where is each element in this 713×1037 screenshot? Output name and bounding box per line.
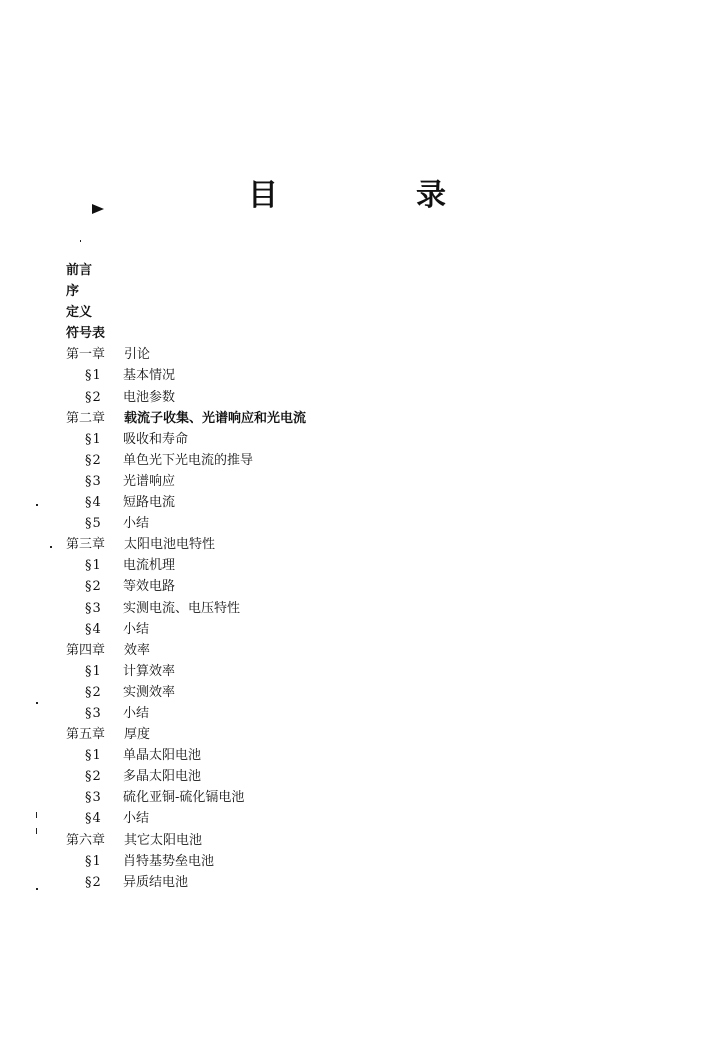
toc-chapter-1[interactable] [66,344,466,365]
toc-section[interactable] [66,661,466,682]
toc-section[interactable] [66,576,466,597]
toc-section[interactable] [66,555,466,576]
toc-chapter-2[interactable] [66,408,466,429]
toc-chapter-number: 第四章 [66,642,106,658]
toc-section-title: 吸收和寿命 [123,431,189,447]
toc-section[interactable] [66,619,466,640]
toc-section[interactable] [66,492,466,513]
toc-section-title: 小结 [123,811,150,827]
toc-front-symbols[interactable] [66,323,466,344]
toc-chapter-title: 厚度 [124,727,151,743]
toc-section-number: §5 [85,516,102,532]
table-of-contents [66,260,466,893]
toc-entry-label: 符号表 [66,326,106,342]
toc-section[interactable] [66,851,466,872]
toc-section-number: §3 [85,705,102,721]
toc-chapter-title: 太阳电池电特性 [124,537,216,553]
scan-speck [36,504,38,506]
toc-section-title: 电池参数 [123,389,176,405]
toc-section[interactable] [66,365,466,386]
toc-section-title: 小结 [123,621,150,637]
toc-section-title: 单晶太阳电池 [123,748,202,764]
toc-section-title: 实测电流、电压特性 [123,600,241,616]
toc-section[interactable] [66,471,466,492]
toc-section-number: §2 [85,769,102,785]
toc-chapter-number: 第二章 [66,410,106,426]
toc-section-number: §1 [85,558,102,574]
toc-section-title: 小结 [123,516,150,532]
scan-speck [80,240,81,242]
toc-chapter-title: 效率 [124,642,151,658]
page-title-left-char: 目 [248,178,278,213]
scan-speck [36,702,38,704]
toc-section[interactable] [66,513,466,534]
toc-section-title: 短路电流 [123,495,176,511]
toc-entry-label: 序 [66,284,80,300]
toc-section[interactable] [66,808,466,829]
toc-section-number: §4 [85,811,102,827]
toc-section[interactable] [66,766,466,787]
toc-section[interactable] [66,872,466,893]
toc-chapter-4[interactable] [66,640,466,661]
toc-chapter-6[interactable] [66,830,466,851]
toc-section-number: §3 [85,473,102,489]
toc-section-title: 小结 [123,705,150,721]
toc-section[interactable] [66,429,466,450]
scan-speck [36,888,38,890]
ink-blot-mark [92,204,104,214]
scan-speck [36,828,37,834]
toc-section-number: §2 [85,579,102,595]
toc-section-title: 单色光下光电流的推导 [123,452,254,468]
toc-section[interactable] [66,682,466,703]
page-title-right-char: 录 [416,178,446,213]
toc-section[interactable] [66,598,466,619]
toc-chapter-number: 第一章 [66,347,106,363]
toc-section[interactable] [66,787,466,808]
toc-front-definitions[interactable] [66,302,466,323]
toc-section[interactable] [66,450,466,471]
toc-section-number: §2 [85,684,102,700]
toc-chapter-number: 第五章 [66,727,106,743]
toc-section-number: §1 [85,748,102,764]
toc-section-number: §4 [85,621,102,637]
toc-chapter-title: 载流子收集、光谱响应和光电流 [124,410,307,426]
toc-section-number: §1 [85,853,102,869]
toc-section-number: §3 [85,790,102,806]
toc-section-number: §1 [85,368,102,384]
toc-section-title: 计算效率 [123,663,176,679]
toc-chapter-title: 引论 [124,347,151,363]
toc-section-title: 肖特基势垒电池 [123,853,215,869]
toc-section-title: 异质结电池 [123,874,189,890]
toc-section[interactable] [66,745,466,766]
toc-section-number: §2 [85,452,102,468]
toc-chapter-number: 第三章 [66,537,106,553]
toc-section-number: §2 [85,874,102,890]
toc-front-foreword[interactable] [66,281,466,302]
toc-section-number: §4 [85,495,102,511]
toc-section-title: 硫化亚铜-硫化镉电池 [123,790,245,806]
toc-section-title: 多晶太阳电池 [123,769,202,785]
toc-front-preface[interactable] [66,260,466,281]
toc-section-title: 实测效率 [123,684,176,700]
toc-section-title: 光谱响应 [123,473,176,489]
toc-section[interactable] [66,387,466,408]
scan-speck [50,546,52,548]
toc-chapter-number: 第六章 [66,832,106,848]
toc-section-number: §3 [85,600,102,616]
toc-section-title: 等效电路 [123,579,176,595]
toc-section-number: §1 [85,431,102,447]
toc-chapter-title: 其它太阳电池 [124,832,203,848]
scan-speck [36,812,37,818]
toc-section-title: 基本情况 [123,368,176,384]
toc-chapter-5[interactable] [66,724,466,745]
toc-section-title: 电流机理 [123,558,176,574]
toc-chapter-3[interactable] [66,534,466,555]
toc-entry-label: 定义 [66,305,93,321]
toc-section[interactable] [66,703,466,724]
toc-section-number: §2 [85,389,102,405]
toc-section-number: §1 [85,663,102,679]
toc-entry-label: 前言 [66,263,93,278]
